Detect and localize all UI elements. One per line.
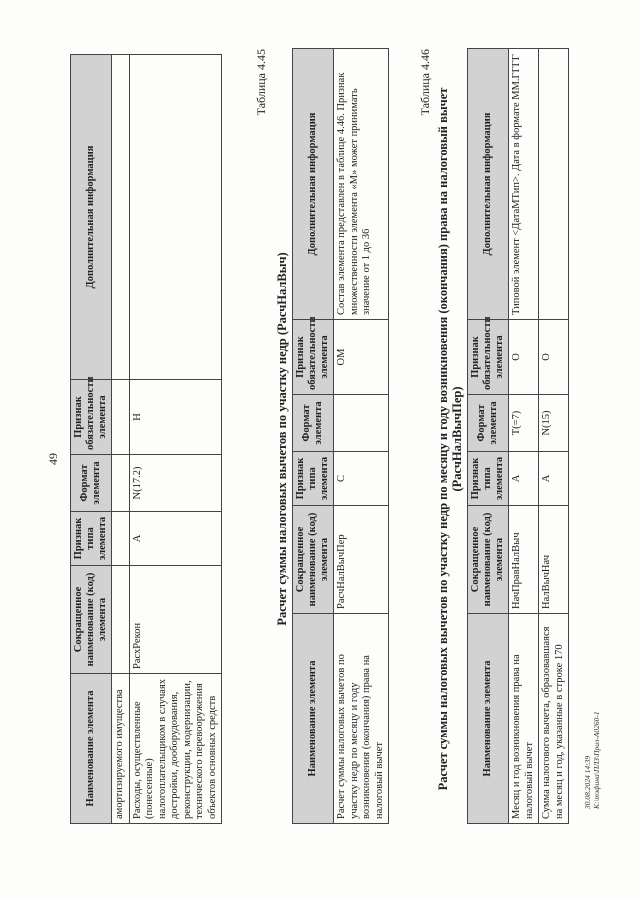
- header-cell: Признак обязательности элемента: [468, 320, 509, 395]
- table-row: [334, 49, 389, 824]
- table-cell: А: [129, 512, 222, 566]
- table-cell: РасхРекон: [129, 566, 222, 674]
- table-cell: [334, 395, 389, 452]
- table-cell: [112, 455, 130, 512]
- table-cell: Месяц и год возникновения права на налоговый вычет: [509, 614, 539, 824]
- table-cell: Расходы, осуществленные (понесенные) налогоплательщиком в случаях достройки, дооборудования, реконструкции, модернизации, технического перевооружения объектов основных средств: [129, 674, 222, 824]
- table-header-row: [71, 55, 112, 824]
- header-cell: Сокращенное наименование (код) элемента: [293, 506, 334, 614]
- header-cell: Сокращенное наименование (код) элемента: [71, 566, 112, 674]
- header-cell: Признак обязательности элемента: [293, 320, 334, 395]
- table-continuation: [70, 54, 222, 824]
- table-cell: Типовой элемент <ДатаМТип>. Дата в формате ММ.ГГГГ: [509, 49, 539, 320]
- stamp-datetime: 30.08.2024 14:39: [583, 755, 592, 809]
- table-heading: [436, 39, 464, 839]
- table-cell: А: [539, 452, 569, 506]
- table-caption: Таблица 4.45: [254, 49, 268, 116]
- table-cell: [112, 566, 130, 674]
- table-header-row: [293, 49, 334, 824]
- header-cell: Дополнительная информация: [293, 49, 334, 320]
- table-4-46: [467, 48, 569, 824]
- header-cell: Формат элемента: [71, 455, 112, 512]
- page-number: 49: [46, 453, 60, 465]
- table-heading: Расчет суммы налоговых вычетов по участку недр (РасчНалВыч): [275, 252, 289, 626]
- table-cell: [112, 380, 130, 455]
- table-cell: N(17.2): [129, 455, 222, 512]
- table-cell: РасчНалВычПер: [334, 506, 389, 614]
- header-cell: Формат элемента: [468, 395, 509, 452]
- table-header-row: [468, 49, 509, 824]
- table-row: [509, 49, 539, 824]
- table-cell: ОМ: [334, 320, 389, 395]
- table-cell: О: [539, 320, 569, 395]
- header-cell: Признак обязательности элемента: [71, 380, 112, 455]
- table-cell: Сумма налогового вычета, образовавшаяся на месяц и год, указанные в строке 170: [539, 614, 569, 824]
- table-cell: С: [334, 452, 389, 506]
- header-cell: Признак типа элемента: [71, 512, 112, 566]
- table-heading-line: Расчет суммы налоговых вычетов по участку недр по месяцу и году возникновения (окончания) права на налоговый вычет: [436, 87, 450, 791]
- header-cell: Наименование элемента: [71, 674, 112, 824]
- table-row: [112, 55, 130, 824]
- print-stamp: [583, 711, 601, 809]
- table-cell: N(15): [539, 395, 569, 452]
- table-cell: О: [509, 320, 539, 395]
- table-cell: Н: [129, 380, 222, 455]
- table-cell: [539, 49, 569, 320]
- table-cell: [112, 55, 130, 380]
- table-cell: НачПравНалВыч: [509, 506, 539, 614]
- table-cell: амортизируемого имущества: [112, 674, 130, 824]
- header-cell: Формат элемента: [293, 395, 334, 452]
- header-cell: Признак типа элемента: [293, 452, 334, 506]
- table-cell: T(=7): [509, 395, 539, 452]
- table-cell: [112, 512, 130, 566]
- table-cell: А: [509, 452, 539, 506]
- table-row: [539, 49, 569, 824]
- table-row: [129, 55, 222, 824]
- table-heading-line: (РасчНалВычПер): [450, 386, 464, 492]
- header-cell: Наименование элемента: [293, 614, 334, 824]
- table-cell: Расчет суммы налоговых вычетов по участку недр по месяцу и году возникновения (окончания) права на налоговый вычет: [334, 614, 389, 824]
- table-caption: Таблица 4.46: [418, 49, 432, 116]
- table-cell: НалВычНач: [539, 506, 569, 614]
- header-cell: Сокращенное наименование (код) элемента: [468, 506, 509, 614]
- stamp-filepath: К:\тэфина\ПЛЗ\Прил-А0260-1: [592, 711, 601, 809]
- header-cell: Дополнительная информация: [71, 55, 112, 380]
- table-4-45: [292, 48, 389, 824]
- header-cell: Дополнительная информация: [468, 49, 509, 320]
- table-cell: [129, 55, 222, 380]
- table-cell: Состав элемента представлен в таблице 4.46. Признак множественности элемента «М» может принимать значение от 1 до 36: [334, 49, 389, 320]
- header-cell: Наименование элемента: [468, 614, 509, 824]
- header-cell: Признак типа элемента: [468, 452, 509, 506]
